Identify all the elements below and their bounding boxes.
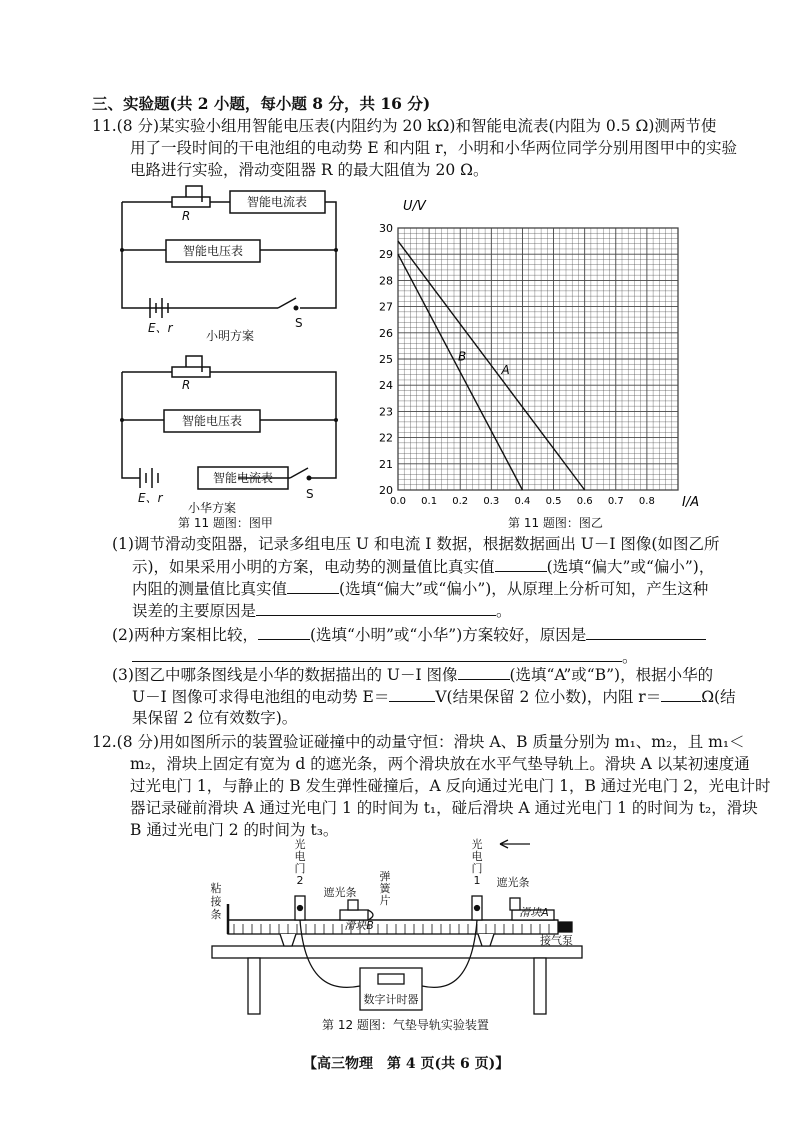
q11-line3: 电路进行实验，滑动变阻器 R 的最大阻值为 20 Ω。 xyxy=(130,161,489,179)
x-tick-label: 0.6 xyxy=(576,496,593,507)
y-tick-label: 22 xyxy=(379,431,393,445)
q12-line5: B 通过光电门 2 的时间为 t₃。 xyxy=(130,821,339,839)
x-tick-label: 0.1 xyxy=(421,496,438,507)
switch-label-a: S xyxy=(295,316,303,330)
rheostat-xiaoming xyxy=(172,197,210,207)
pump-label: 接气泵 xyxy=(540,934,573,947)
y-tick-label: 26 xyxy=(379,326,393,340)
shade-a-label: 遮光条 xyxy=(496,876,530,889)
y-tick-label: 20 xyxy=(379,484,393,497)
series-label-B: B xyxy=(458,349,467,364)
spring-label-char: 簧 xyxy=(379,882,391,895)
fig-b-caption: 第 11 题图：图乙 xyxy=(508,516,603,530)
gate1-label-char: 电 xyxy=(471,850,483,863)
y-tick-label: 23 xyxy=(379,405,393,419)
circuit-figure xyxy=(110,180,340,520)
answer-blank-5[interactable] xyxy=(586,624,706,640)
y-axis-label: U/V xyxy=(403,199,426,214)
q11-sub2-end: 。 xyxy=(622,648,638,666)
q12-line2: m₂，滑块上固定有宽为 d 的遮光条，两个滑块放在水平气垫导轨上。滑块 A 以某初速度通 xyxy=(130,755,750,773)
sticky-label-char: 条 xyxy=(210,908,222,921)
resistor-label-b: R xyxy=(182,378,191,392)
y-tick-label: 27 xyxy=(379,300,393,314)
q11-sub2-line1 xyxy=(112,624,706,645)
q11-sub3-line2a: U－I 图像可求得电池组的电动势 E＝ xyxy=(132,688,390,706)
answer-blank-9[interactable] xyxy=(661,686,701,702)
q11-sub1-line4 xyxy=(132,600,512,621)
q11-sub3-line2 xyxy=(132,686,736,707)
rheostat-xiaohua xyxy=(172,367,210,377)
q11-sub3-line3: 果保留 2 位有效数字)。 xyxy=(132,709,298,727)
answer-blank-3[interactable] xyxy=(256,600,496,616)
gate2-label-char: 电 xyxy=(294,850,306,863)
q11-sub3-line2c: Ω(结 xyxy=(701,688,736,706)
switch-label-b: S xyxy=(306,487,314,501)
answer-blank-6[interactable] xyxy=(132,646,622,662)
y-tick-label: 25 xyxy=(379,353,393,366)
x-tick-label: 0.0 xyxy=(390,496,406,507)
gate2-label-char: 门 xyxy=(294,862,306,875)
timer-label: 数字计时器 xyxy=(363,993,419,1006)
q11-sub2-line1a: (2)两种方案相比较， xyxy=(112,626,258,644)
voltmeter-label-b: 智能电压表 xyxy=(181,414,243,428)
x-tick-label: 0.4 xyxy=(514,496,531,507)
q12-line1: 12.(8 分)用如图所示的装置验证碰撞中的动量守恒：滑块 A、B 质量分别为 m₁、m₂，且 m₁＜ xyxy=(92,733,745,751)
voltmeter-label-a: 智能电压表 xyxy=(182,244,244,258)
q12-caption: 第 12 题图：气垫导轨实验装置 xyxy=(322,1018,489,1032)
q11-sub1-line3b: (选填“偏大”或“偏小”)，从原理上分析可知，产生这种 xyxy=(339,580,709,598)
q11-sub1-line2 xyxy=(132,556,714,577)
q11-sub1-line3a: 内阻的测量值比真实值 xyxy=(132,580,288,598)
pump-nozzle xyxy=(558,922,572,932)
battery-label-b: E、r xyxy=(138,491,163,505)
y-tick-label: 29 xyxy=(379,248,393,262)
sticky-label-char: 粘 xyxy=(210,882,222,895)
q11-sub2-line1b: (选填“小明”或“小华”)方案较好，原因是 xyxy=(309,626,587,644)
gate1-label-char: 1 xyxy=(473,874,481,887)
y-tick-label: 28 xyxy=(379,274,393,288)
table-top xyxy=(212,946,582,958)
y-tick-label: 24 xyxy=(379,379,393,393)
answer-blank-2[interactable] xyxy=(287,578,339,594)
spring-label-char: 弹 xyxy=(379,870,391,883)
q11-sub1-line2b: (选填“偏大”或“偏小”)， xyxy=(546,558,715,576)
sticky-label-char: 接 xyxy=(210,895,222,908)
gate2-label-char: 光 xyxy=(294,838,306,851)
q12-line4: 器记录碰前滑块 A 通过光电门 1 的时间为 t₁，碰后滑块 A 通过光电门 1 的时间为 t₂，滑块 xyxy=(130,799,758,817)
x-tick-label: 0.2 xyxy=(452,496,469,507)
ammeter-label-b: 智能电流表 xyxy=(212,471,274,485)
gate1-label-char: 光 xyxy=(471,838,483,851)
shade-b-label: 遮光条 xyxy=(323,886,357,899)
battery-xiaohua xyxy=(140,468,158,488)
q11-sub1-line4b: 。 xyxy=(496,602,512,620)
q11-sub1-line1: (1)调节滑动变阻器，记录多组电压 U 和电流 I 数据，根据数据画出 U－I 图像(如图乙所 xyxy=(112,535,720,553)
q11-sub1-line3 xyxy=(132,578,708,599)
shade-strip-b xyxy=(348,900,358,910)
x-tick-label: 0.5 xyxy=(545,496,562,507)
battery-label-a: E、r xyxy=(148,321,173,335)
answer-blank-1[interactable] xyxy=(495,556,547,572)
page-footer: 【高三物理 第 4 页(共 6 页)】 xyxy=(303,1056,510,1072)
air-track-figure xyxy=(200,836,600,1016)
section-title: 三、实验题(共 2 小题，每小题 8 分，共 16 分) xyxy=(92,94,431,113)
answer-blank-7[interactable] xyxy=(458,664,510,680)
x-axis-label: I/A xyxy=(682,495,700,510)
air-track-rail xyxy=(228,920,558,934)
y-tick-label: 30 xyxy=(379,222,393,235)
q11-sub3-line1b: (选填“A”或“B”)，根据小华的 xyxy=(509,666,714,684)
y-tick-label: 21 xyxy=(379,457,393,471)
q11-sub3-line2b: V(结果保留 2 位小数)，内阻 r＝ xyxy=(435,688,662,706)
gate2-label-char: 2 xyxy=(296,874,304,887)
q11-sub1-line2a: 示)，如果采用小明的方案，电动势的测量值比真实值 xyxy=(132,558,495,576)
x-tick-label: 0.7 xyxy=(607,496,624,507)
q11-line1: 11.(8 分)某实验小组用智能电压表(内阻约为 20 kΩ)和智能电流表(内阻为 0.5 Ω)测两节使 xyxy=(92,117,717,135)
q12-line3: 过光电门 1，与静止的 B 发生弹性碰撞后，A 反向通过光电门 1，B 通过光电门 2，光电计时 xyxy=(130,777,771,795)
q11-sub3-line1a: (3)图乙中哪条图线是小华的数据描出的 U－I 图像 xyxy=(112,666,458,684)
x-tick-label: 0.3 xyxy=(483,496,500,507)
x-tick-label: 0.8 xyxy=(638,496,655,507)
resistor-label-a: R xyxy=(182,209,191,223)
ammeter-label-a: 智能电流表 xyxy=(246,195,308,209)
answer-blank-8[interactable] xyxy=(389,686,435,702)
answer-blank-4[interactable] xyxy=(258,624,310,640)
series-label-A: A xyxy=(501,362,510,377)
ui-chart xyxy=(370,195,700,520)
q11-sub3-line1 xyxy=(112,664,713,685)
plan-xiaohua: 小华方案 xyxy=(187,501,237,515)
q11-line2: 用了一段时间的干电池组的电动势 E 和内阻 r，小明和小华两位同学分别用图甲中的实验 xyxy=(130,139,738,157)
slider-a-label: 滑块A xyxy=(519,906,549,919)
plan-xiaoming: 小明方案 xyxy=(205,329,255,343)
q11-sub1-line4a: 误差的主要原因是 xyxy=(132,602,257,620)
gate1-label-char: 门 xyxy=(471,862,483,875)
spring-label-char: 片 xyxy=(379,894,391,907)
slider-b-label: 滑块B xyxy=(344,919,374,932)
fig-a-caption: 第 11 题图：图甲 xyxy=(178,516,273,530)
